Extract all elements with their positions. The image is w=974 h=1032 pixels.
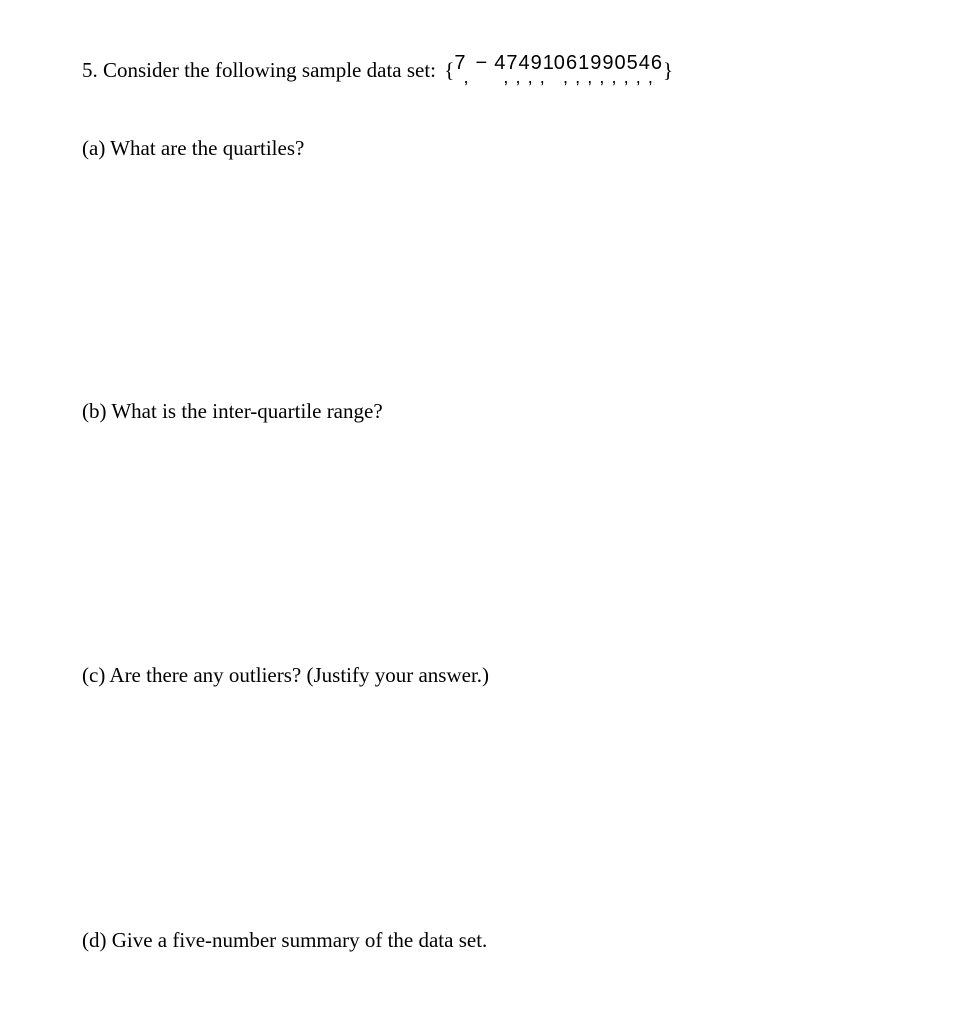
data-value: 5 <box>626 52 638 74</box>
part-b-question: (b) What is the inter-quartile range? <box>82 399 383 423</box>
data-comma: , <box>599 67 605 87</box>
minus-sign: − <box>475 52 488 74</box>
part-c-question: (c) Are there any outliers? (Justify your answer.) <box>82 663 490 687</box>
data-set <box>444 52 674 87</box>
data-value: 9 <box>590 52 602 74</box>
part-a-question: (a) What are the quartiles? <box>82 136 305 160</box>
part-d-question: (d) Give a five-number summary of the data set. <box>82 928 488 952</box>
data-value: 7 <box>506 52 518 74</box>
data-comma: , <box>539 67 545 87</box>
data-comma: , <box>623 67 629 87</box>
data-value: 10 <box>542 52 565 74</box>
data-comma: , <box>575 67 581 87</box>
data-comma: , <box>527 67 533 87</box>
data-value: 6 <box>650 52 662 74</box>
data-comma: , <box>587 67 593 87</box>
data-comma: , <box>562 67 568 87</box>
data-comma: , <box>463 67 469 87</box>
data-comma: , <box>611 67 617 87</box>
data-value: 1 <box>578 52 590 74</box>
data-value: 4 <box>518 52 530 74</box>
data-value: 6 <box>565 52 578 74</box>
open-brace: { <box>444 58 455 82</box>
data-comma: , <box>503 67 509 87</box>
data-value: 9 <box>530 52 542 74</box>
data-value: 7 <box>454 52 466 74</box>
data-value: 4 <box>638 52 650 74</box>
data-comma: , <box>635 67 641 87</box>
data-comma: , <box>647 67 653 87</box>
question-5-stem: 5. Consider the following sample data set: <box>82 58 442 82</box>
data-value: 9 <box>602 52 614 74</box>
data-value: 0 <box>614 52 626 74</box>
data-comma: , <box>515 67 521 87</box>
close-brace: } <box>662 58 674 82</box>
data-value: 4 <box>494 52 506 74</box>
question-5 <box>82 52 674 87</box>
